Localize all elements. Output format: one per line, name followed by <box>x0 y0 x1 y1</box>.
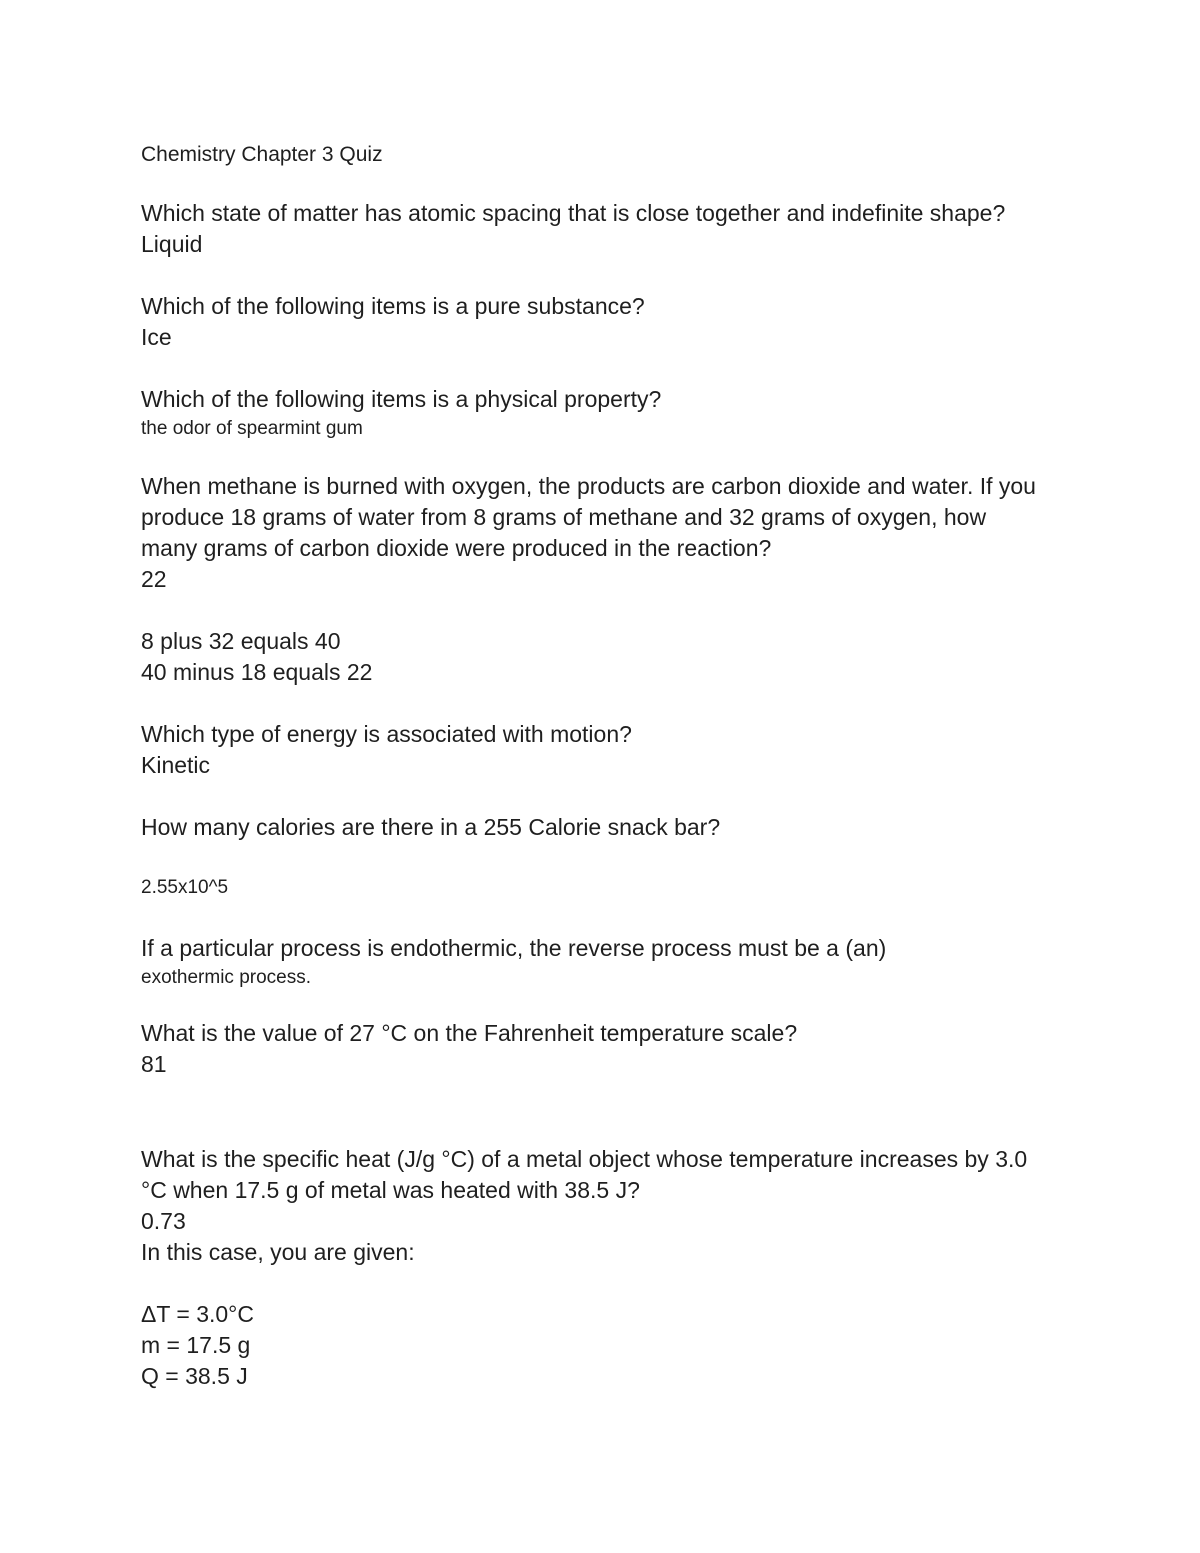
work-line-1: 8 plus 32 equals 40 <box>141 628 341 654</box>
question-4-line-1: When methane is burned with oxygen, the products are carbon dioxide and water. If you <box>141 473 1036 499</box>
question-4-line-3: many grams of carbon dioxide were produced in the reaction? <box>141 535 772 561</box>
question-9-line-1: What is the specific heat (J/g °C) of a metal object whose temperature increases by 3.0 <box>141 1146 1028 1172</box>
given-heat: Q = 38.5 J <box>141 1363 248 1389</box>
document-title: Chemistry Chapter 3 Quiz <box>141 143 383 166</box>
answer-7: exothermic process. <box>141 967 312 988</box>
answer-6: 2.55x10^5 <box>141 877 229 898</box>
question-3: Which of the following items is a physical property? <box>141 386 662 412</box>
answer-3: the odor of spearmint gum <box>141 418 363 439</box>
question-9-line-2: °C when 17.5 g of metal was heated with 38.5 J? <box>141 1177 640 1203</box>
question-5: Which type of energy is associated with motion? <box>141 721 632 747</box>
given-mass: m = 17.5 g <box>141 1332 251 1358</box>
answer-2: Ice <box>141 324 172 350</box>
answer-4: 22 <box>141 566 167 592</box>
explanation-9: In this case, you are given: <box>141 1239 415 1265</box>
question-1: Which state of matter has atomic spacing that is close together and indefinite shape? <box>141 200 1006 226</box>
question-6: How many calories are there in a 255 Calorie snack bar? <box>141 814 721 840</box>
question-7: If a particular process is endothermic, the reverse process must be a (an) <box>141 935 887 961</box>
answer-5: Kinetic <box>141 752 211 778</box>
answer-8: 81 <box>141 1051 167 1077</box>
work-line-2: 40 minus 18 equals 22 <box>141 659 373 685</box>
question-2: Which of the following items is a pure substance? <box>141 293 645 319</box>
question-4-line-2: produce 18 grams of water from 8 grams of methane and 32 grams of oxygen, how <box>141 504 987 530</box>
answer-1: Liquid <box>141 231 203 257</box>
given-delta-t: ΔT = 3.0°C <box>141 1301 254 1327</box>
question-8: What is the value of 27 °C on the Fahrenheit temperature scale? <box>141 1020 798 1046</box>
answer-9: 0.73 <box>141 1208 186 1234</box>
